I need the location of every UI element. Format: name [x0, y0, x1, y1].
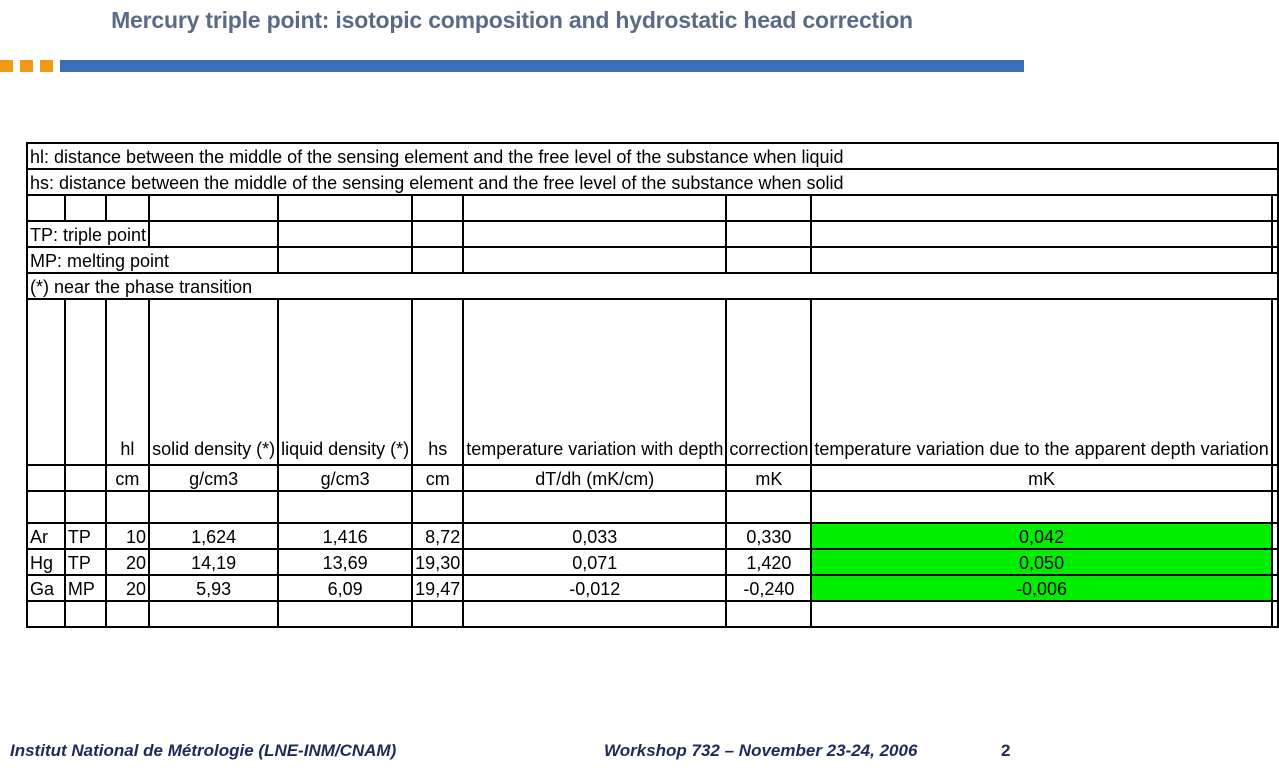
note-row-mp	[27, 247, 1278, 273]
header-row	[27, 299, 1278, 465]
table-row	[27, 549, 1278, 575]
note-hl: hl: distance between the middle of the sensing element and the free level of the substance when liquid	[27, 143, 1278, 169]
table-row	[27, 523, 1278, 549]
cell-point: TP	[65, 523, 106, 549]
cell-hs: 8,72	[412, 523, 463, 549]
cell-solid-density: 5,93	[149, 575, 278, 601]
cell-hl: 20	[106, 575, 149, 601]
title-underline-bar	[60, 60, 1024, 72]
cell-correction: 1,420	[726, 549, 811, 575]
header-hs: hs	[412, 299, 463, 465]
accent-square	[40, 60, 53, 72]
accent-square	[0, 60, 13, 72]
unit-liquid-density: g/cm3	[278, 465, 412, 491]
header-solid-density: solid density (*)	[149, 299, 278, 465]
cell-hl: 10	[106, 523, 149, 549]
table-row	[27, 575, 1278, 601]
page-number: 2	[1001, 741, 1011, 760]
cell-dtdh: 0,033	[463, 523, 726, 549]
cell-point: TP	[65, 549, 106, 575]
note-near: (*) near the phase transition	[27, 273, 1278, 299]
note-hs: hs: distance between the middle of the sensing element and the free level of the substance when solid	[27, 169, 1278, 195]
header-apparent-depth-variation: temperature variation due to the apparent depth variation	[811, 299, 1271, 465]
units-row	[27, 465, 1278, 491]
empty-row	[27, 601, 1278, 627]
cell-correction: 0,330	[726, 523, 811, 549]
cell-liquid-density: 6,09	[278, 575, 412, 601]
cell-liquid-density: 1,416	[278, 523, 412, 549]
cell-dtdh: 0,071	[463, 549, 726, 575]
note-row-near	[27, 273, 1278, 299]
note-row-hs	[27, 169, 1278, 195]
cell-dtdh: -0,012	[463, 575, 726, 601]
header-temperature-variation: temperature variation with depth	[463, 299, 726, 465]
cell-solid-density: 1,624	[149, 523, 278, 549]
footer-workshop: Workshop 732 – November 23-24, 2006	[604, 741, 918, 760]
cell-apparent: -0,006	[811, 575, 1271, 601]
cell-hs: 19,47	[412, 575, 463, 601]
cell-apparent: 0,050	[811, 549, 1271, 575]
unit-temperature-variation: dT/dh (mK/cm)	[463, 465, 726, 491]
unit-hl: cm	[106, 465, 149, 491]
note-tp: TP: triple point	[27, 221, 149, 247]
cell-element: Ga	[27, 575, 65, 601]
accent-square	[20, 60, 33, 72]
unit-solid-density: g/cm3	[149, 465, 278, 491]
header-liquid-density: liquid density (*)	[278, 299, 412, 465]
cell-correction: -0,240	[726, 575, 811, 601]
cell-point: MP	[65, 575, 106, 601]
empty-row	[27, 195, 1278, 221]
unit-hs: cm	[412, 465, 463, 491]
cell-liquid-density: 13,69	[278, 549, 412, 575]
footer-institution: Institut National de Métrologie (LNE-INM/CNAM)	[10, 741, 397, 760]
cell-apparent: 0,042	[811, 523, 1271, 549]
note-row-hl	[27, 143, 1278, 169]
note-mp: MP: melting point	[27, 247, 278, 273]
cell-element: Hg	[27, 549, 65, 575]
unit-apparent: mK	[811, 465, 1271, 491]
spacer-row	[27, 491, 1278, 523]
header-hl: hl	[106, 299, 149, 465]
data-table	[26, 142, 1279, 628]
cell-solid-density: 14,19	[149, 549, 278, 575]
slide-title: Mercury triple point: isotopic composition and hydrostatic head correction	[111, 7, 913, 33]
cell-hl: 20	[106, 549, 149, 575]
note-row-tp	[27, 221, 1278, 247]
header-correction: correction	[726, 299, 811, 465]
cell-element: Ar	[27, 523, 65, 549]
unit-correction: mK	[726, 465, 811, 491]
cell-hs: 19,30	[412, 549, 463, 575]
